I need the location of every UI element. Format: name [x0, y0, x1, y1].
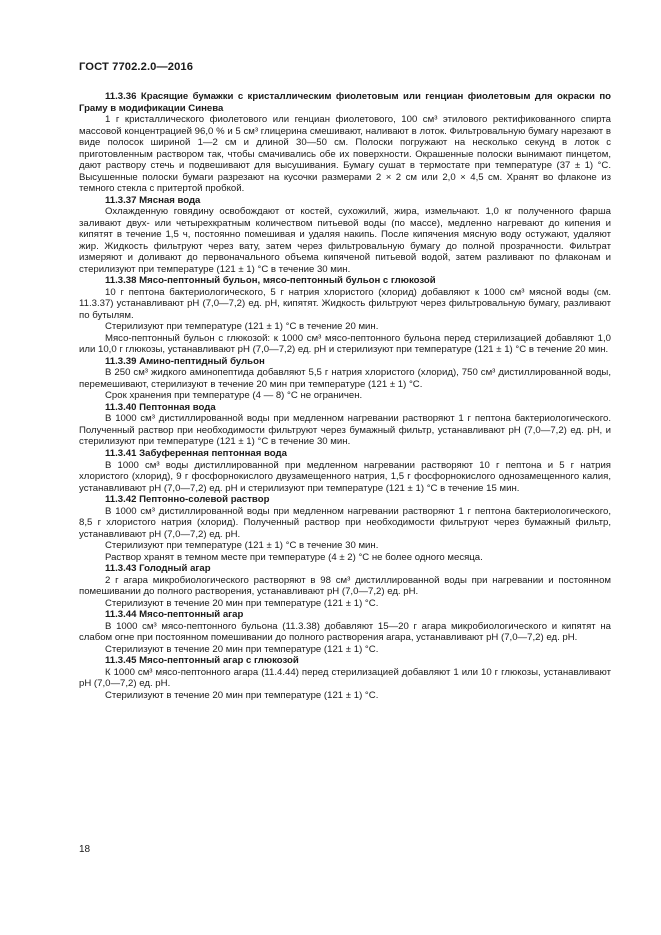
- body-paragraph: Стерилизуют в течение 20 мин при температуре (121 ± 1) °С.: [105, 643, 379, 655]
- body-paragraph: Охлажденную говядину освобождают от костей, сухожилий, жира, измельчают. 1,0 кг полученного фарша заливают двух- или четырехкратным количеством питьевой воды (по массе), медленно нагревают до кипения и кипятят в течение 1,5 ч, постоянно помешивая и удаляя накипь. После кипячения мясную воду остужают, удаляют жир. Жидкость фильтруют через вату, затем через фильтровальную бумагу до полной прозрачности. Фильтрат измеряют и доливают до первоначального объема кипяченой питьевой водой, затем разливают по флаконам и стерилизуют при температуре (121 ± 1) °С в течение 30 мин.: [79, 206, 611, 275]
- body-paragraph: Срок хранения при температуре (4 — 8) °С не ограничен.: [105, 390, 363, 402]
- body-paragraph: 1 г кристаллического фиолетового или генциан фиолетового, 100 см³ этилового ректификованного спирта массовой концентрацией 96,0 % и 5 см³ глицерина смешивают, наливают в лоток. Фильтровальную бумагу нарезают в виде полосок шириной 1—2 см и длиной 30—50 см. Полоски погружают на несколько секунд в лоток с приготовленным раствором так, чтобы смачивались обе их поверхности. Окрашенные полоски вынимают пинцетом, дают раствору стечь и подвешивают для высушивания. Бумагу сушат в термостате при температуре (37 ± 1) °С. Высушенные полоски бумаги разрезают на кусочки размерами 2 × 2 см или 2,0 × 4,5 см. Хранят во флаконе из темного стекла с притертой пробкой.: [79, 114, 611, 195]
- body-paragraph: 10 г пептона бактериологического, 5 г натрия хлористого (хлорид) добавляют к 1000 см³ мясной воды (см. 11.3.37) устанавливают рН (7,0—7,2) ед. рН, кипятят. Жидкость фильтруют через фильтровальную бумагу, разливают по бутылям.: [79, 286, 611, 321]
- body-paragraph: В 1000 см³ мясо-пептонного бульона (11.3.38) добавляют 15—20 г агара микробиологического и кипятят на слабом огне при постоянном помешивании до полного растворения агара, устанавливают рН (7,0—7,2) ед. рН.: [79, 620, 611, 644]
- section-heading: 11.3.39 Амино-пептидный бульон: [105, 355, 265, 367]
- section-heading: 11.3.41 Забуференная пептонная вода: [105, 447, 287, 459]
- document-body: [79, 90, 611, 701]
- section-heading: 11.3.43 Голодный агар: [105, 563, 211, 575]
- body-paragraph: В 250 см³ жидкого аминопептида добавляют 5,5 г натрия хлористого (хлорид), 750 см³ дистиллированной воды, перемешивают, стерилизуют в течение 20 мин при температуре (121 ± 1) °С.: [79, 367, 611, 390]
- body-paragraph: К 1000 см³ мясо-пептонного агара (11.4.44) перед стерилизацией добавляют 1 или 10 г глюкозы, устанавливают рН (7,0—7,2) ед. рН.: [79, 666, 611, 690]
- section-heading: 11.3.42 Пептонно-солевой раствор: [105, 494, 270, 506]
- body-paragraph: Стерилизуют в течение 20 мин при температуре (121 ± 1) °С.: [105, 597, 379, 609]
- body-paragraph: 2 г агара микробиологического растворяют в 98 см³ дистиллированной воды при нагревании и постоянном помешивании до полного растворения, устанавливают рН (7,0—7,2) ед. рН.: [79, 574, 611, 598]
- section-heading: 11.3.40 Пептонная вода: [105, 401, 216, 413]
- body-paragraph: Раствор хранят в темном месте при температуре (4 ± 2) °С не более одного месяца.: [105, 551, 483, 563]
- section-heading: 11.3.36 Красящие бумажки с кристаллическим фиолетовым или генциан фиолетовым для окраски по Граму в модификации Синева: [79, 91, 611, 114]
- body-paragraph: В 1000 см³ дистиллированной воды при медленном нагревании растворяют 1 г пептона бактериологического, 8,5 г хлористого натрия (хлорид). Полученный раствор при необходимости фильтруют через бумажный фильтр, устанавливают рН (7,0—7,2) ед. рН.: [79, 505, 611, 540]
- section-heading: 11.3.37 Мясная вода: [105, 194, 201, 206]
- body-paragraph: Стерилизуют при температуре (121 ± 1) °С в течение 30 мин.: [105, 540, 379, 552]
- body-paragraph: Стерилизуют в течение 20 мин при температуре (121 ± 1) °С.: [105, 689, 379, 701]
- section-heading: 11.3.38 Мясо-пептонный бульон, мясо-пептонный бульон с глюкозой: [105, 275, 436, 287]
- document-header: ГОСТ 7702.2.0—2016: [79, 61, 194, 73]
- section-heading: 11.3.45 Мясо-пептонный агар с глюкозой: [105, 655, 299, 667]
- body-paragraph: Мясо-пептонный бульон с глюкозой: к 1000 см³ мясо-пептонного бульона перед стерилизацией добавляют 1,0 или 10,0 г глюкозы, устанавливают рН (7,0—7,2) ед. рН и стерилизуют при температуре (121 ± 1) °С в течение 20 мин.: [79, 332, 611, 356]
- section-heading: 11.3.44 Мясо-пептонный агар: [105, 609, 244, 621]
- body-paragraph: В 1000 см³ воды дистиллированной при медленном нагревании растворяют 10 г пептона и 5 г натрия хлористого (хлорид), 9 г фосфорнокислого двузамещенного натрия, 1,5 г фосфорнокислого однозамещенного калия, устанавливают рН (7,0—7,2) ед. рН и стерилизуют при температуре (121 ± 1) °С в течение 15 мин.: [79, 459, 611, 494]
- body-paragraph: В 1000 см³ дистиллированной воды при медленном нагревании растворяют 1 г пептона бактериологического. Полученный раствор при необходимости фильтруют через бумажный фильтр, устанавливают рН (7,0—7,2) ед. рН, и стерилизуют при температуре (121 ± 1) °С в течение 30 мин.: [79, 413, 611, 448]
- page-number: 18: [79, 844, 91, 855]
- body-paragraph: Стерилизуют при температуре (121 ± 1) °С в течение 20 мин.: [105, 321, 379, 333]
